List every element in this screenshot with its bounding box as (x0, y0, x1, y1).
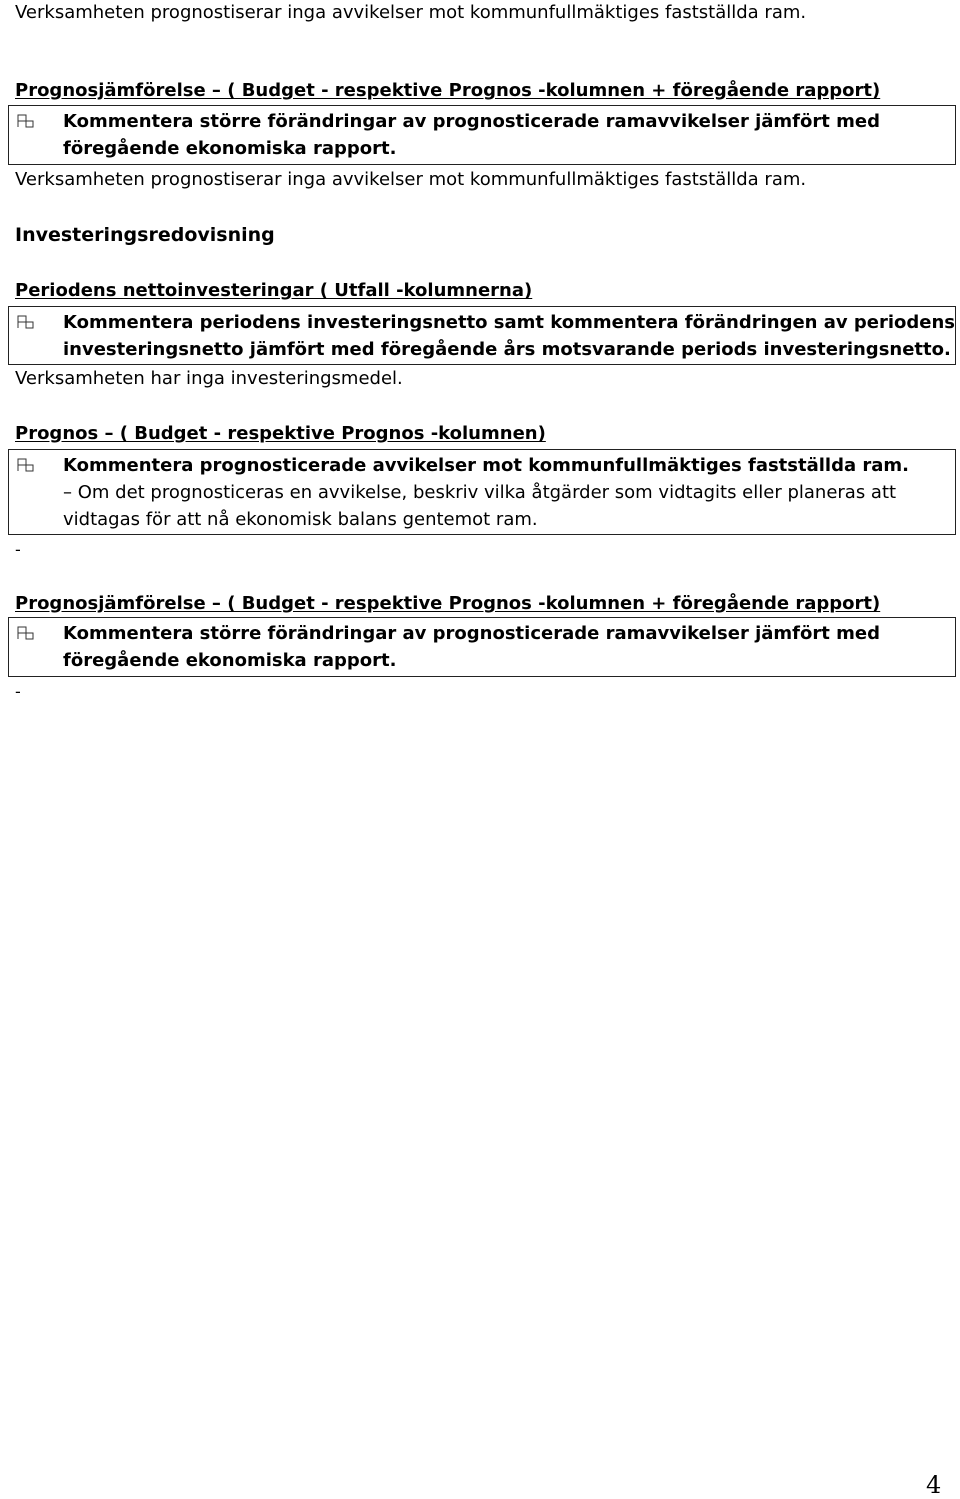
section-heading: Periodens nettoinvesteringar ( Utfall -kolumnerna) (15, 280, 533, 301)
document-icon (17, 314, 35, 328)
page-number: 4 (926, 1471, 942, 1499)
comment-instruction-box (8, 306, 956, 365)
section-heading: Prognos – ( Budget - respektive Prognos -kolumnen) (15, 423, 546, 444)
instruction-line: föregående ekonomiska rapport. (63, 138, 397, 159)
comment-instruction-box (8, 449, 956, 535)
section-heading: Prognosjämförelse – ( Budget - respektive Prognos -kolumnen + föregående rapport) (15, 593, 881, 614)
answer-text: Verksamheten prognostiserar inga avvikelser mot kommunfullmäktiges fastställda ram. (15, 169, 807, 190)
instruction-line: vidtagas för att nå ekonomisk balans gentemot ram. (63, 509, 538, 530)
document-icon (17, 625, 35, 639)
answer-text: - (15, 682, 21, 701)
page-title: Investeringsredovisning (15, 224, 275, 246)
instruction-line: Kommentera prognosticerade avvikelser mot kommunfullmäktiges fastställda ram. (63, 455, 909, 476)
comment-instruction-box (8, 105, 956, 165)
status-text: Verksamheten prognostiserar inga avvikelser mot kommunfullmäktiges fastställda ram. (15, 2, 807, 23)
document-icon (17, 457, 35, 471)
comment-instruction-box (8, 617, 956, 677)
instruction-line: – Om det prognosticeras en avvikelse, beskriv vilka åtgärder som vidtagits eller planeras att (63, 482, 897, 503)
instruction-line: investeringsnetto jämfört med föregående års motsvarande periods investeringsnetto. (63, 339, 951, 360)
answer-text: - (15, 540, 21, 559)
document-icon (17, 113, 35, 127)
instruction-line: Kommentera större förändringar av prognosticerade ramavvikelser jämfört med (63, 111, 880, 132)
instruction-line: Kommentera större förändringar av prognosticerade ramavvikelser jämfört med (63, 623, 880, 644)
instruction-line: Kommentera periodens investeringsnetto samt kommentera förändringen av periodens (63, 312, 956, 333)
instruction-line: föregående ekonomiska rapport. (63, 650, 397, 671)
section-heading: Prognosjämförelse – ( Budget - respektive Prognos -kolumnen + föregående rapport) (15, 80, 881, 101)
answer-text: Verksamheten har inga investeringsmedel. (15, 368, 403, 389)
